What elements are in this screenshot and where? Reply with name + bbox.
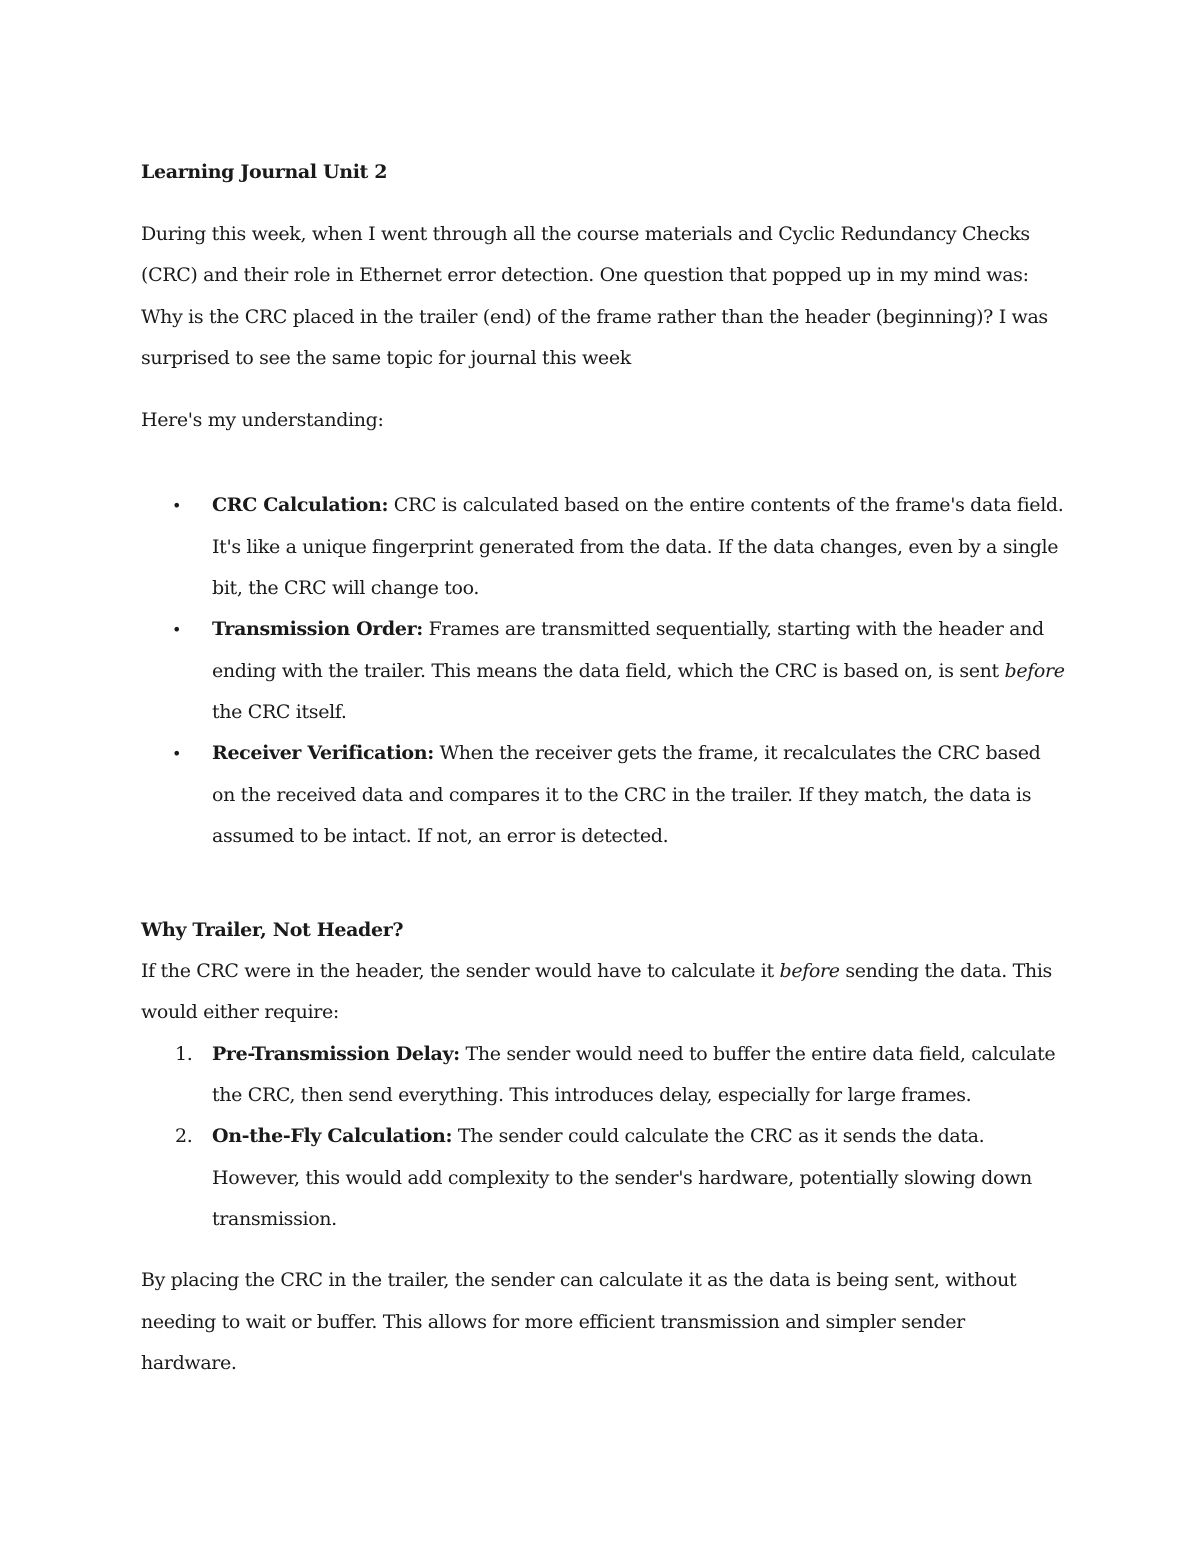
list-item [141,733,1066,857]
list-item [141,609,1066,733]
intro-paragraph: During this week, when I went through all the course materials and Cyclic Redundancy Checks (CRC) and their role in Ethernet error detection. One question that popped up in my mind was: Why is the CRC placed in the trailer (end) of the frame rather than the header (beginning)? I was surprised to see the same topic for journal this week [141,223,1048,369]
conclusion-paragraph: By placing the CRC in the trailer, the sender can calculate it as the data is being sent, without needing to wait or buffer. This allows for more efficient transmission and simpler sender hardware. [141,1269,1017,1374]
list-item [141,1034,1066,1117]
list-item-term: Transmission Order: [212,618,423,641]
section-intro-text: If the CRC were in the header, the sender would have to calculate it [141,960,780,983]
document-body [141,152,1066,1405]
list-item-text: the CRC itself. [212,700,347,723]
list-item [141,1116,1066,1240]
list-item-term: On-the-Fly Calculation: [212,1125,453,1148]
bullet-icon: • [172,496,182,516]
list-item-text: The sender could calculate the CRC as it sends the data. However, this would add complexity to the sender's hardware, potentially slowing down transmission. [212,1125,1032,1230]
section-intro [141,951,1066,1034]
understanding-lead: Here's my understanding: [141,409,384,432]
list-item-text: When the receiver gets the frame, it recalculates the CRC based on the received data and compares it to the CRC in the trailer. If they match, the data is assumed to be intact. If not, an error is detected. [212,742,1041,847]
list-item-term: Receiver Verification: [212,742,434,765]
understanding-list [141,485,1066,857]
list-item-emphasis: before [1004,659,1065,682]
list-item [141,485,1066,609]
section-intro-text: sending the data. This would either require: [141,960,1052,1024]
list-item-text: Frames are transmitted sequentially, starting with the header and ending with the trailer. This means the data field, which the CRC is based on, is sent [212,618,1044,682]
section-heading: Why Trailer, Not Header? [141,919,404,942]
requirements-list [141,1034,1066,1240]
why-trailer-section [141,910,1066,1384]
list-item-text: CRC is calculated based on the entire contents of the frame's data field. It's like a unique fingerprint generated from the data. If the data changes, even by a single bit, the CRC will change too. [212,494,1064,600]
list-item-term: Pre-Transmission Delay: [212,1042,460,1065]
list-number: 2. [175,1125,193,1148]
bullet-icon: • [172,620,182,640]
list-item-term: CRC Calculation: [212,494,389,517]
section-intro-emphasis: before [779,960,840,983]
document-title: Learning Journal Unit 2 [141,161,388,183]
list-item-text: The sender would need to buffer the entire data field, calculate the CRC, then send everything. This introduces delay, especially for large frames. [212,1042,1056,1107]
list-number: 1. [175,1042,193,1065]
bullet-icon: • [172,744,182,764]
